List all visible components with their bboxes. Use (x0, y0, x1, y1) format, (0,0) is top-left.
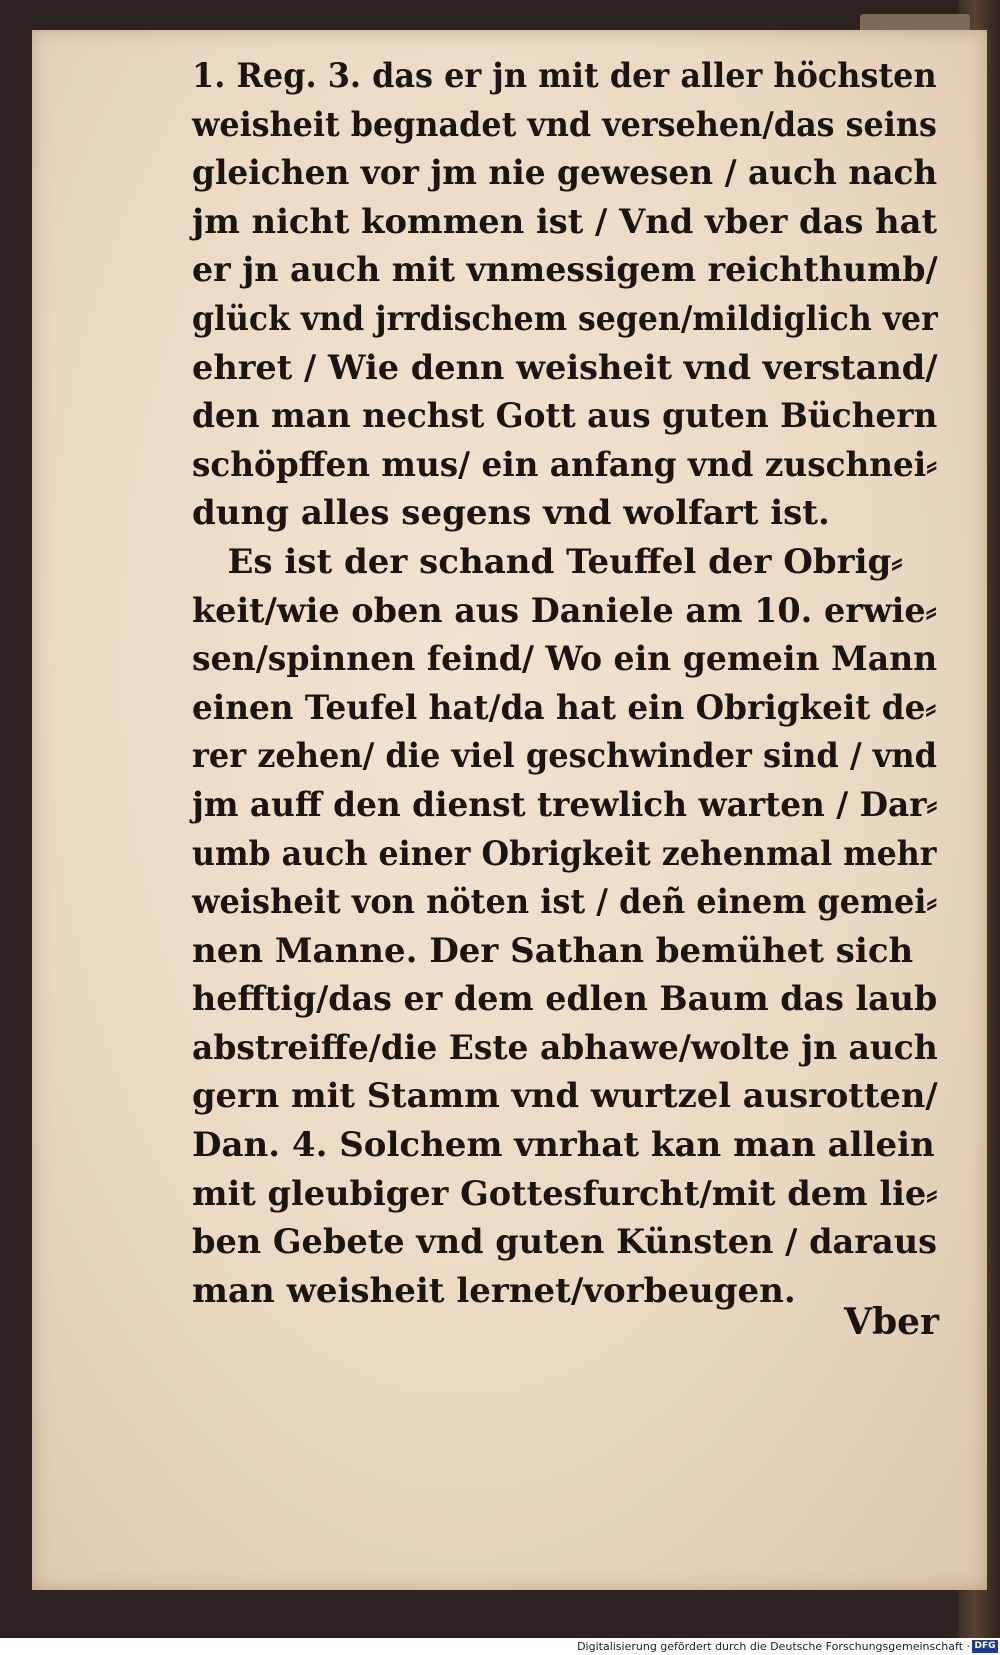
text-line: ehret / Wie denn weisheit vnd verstand/ (192, 347, 938, 388)
text-line: jm nicht kommen ist / Vnd vber das hat (192, 201, 938, 242)
text-line: weisheit begnadet vnd versehen/das seins (192, 104, 937, 145)
text-line: rer zehen/ die viel geschwinder sind / vnd (192, 736, 937, 777)
text-line: abstreiffe/die Este abhawe/wolte jn auch (192, 1027, 938, 1068)
text-line: glück vnd jrrdischem segen/mildiglich ver (192, 298, 938, 339)
text-line: einen Teufel hat/da hat ein Obrigkeit de⸗ (192, 687, 937, 728)
text-line: schöpffen mus/ ein anfang vnd zuschnei⸗ (192, 444, 938, 485)
dfg-logo: DFG (972, 1640, 998, 1653)
text-line: sen/spinnen feind/ Wo ein gemein Mann (192, 639, 938, 680)
catchword: Vber (844, 1301, 939, 1343)
text-line: keit/wie oben aus Daniele am 10. erwie⸗ (192, 590, 937, 631)
text-line: mit gleubiger Gottesfurcht/mit dem lie⸗ (192, 1173, 938, 1214)
digitization-credit: Digitalisierung gefördert durch die Deutsche Forschungsgemeinschaft · (577, 1640, 970, 1653)
text-line: ben Gebete vnd guten Künsten / daraus (192, 1222, 938, 1263)
page-text (192, 52, 937, 1315)
text-line: Dan. 4. Solchem vnrhat kan man allein (192, 1125, 935, 1166)
text-line: man weisheit lernet/vorbeugen. (192, 1270, 796, 1311)
text-line: Es ist der schand Teuffel der Obrig⸗ (192, 541, 903, 582)
text-line: umb auch einer Obrigkeit zehenmal mehr (192, 833, 937, 874)
text-line: gern mit Stamm vnd wurtzel ausrotten/ (192, 1076, 938, 1117)
text-line: den man nechst Gott aus guten Büchern (192, 396, 938, 437)
text-line: dung alles segens vnd wolfart ist. (192, 493, 830, 534)
text-line: weisheit von nöten ist / deñ einem gemei⸗ (192, 882, 938, 923)
text-line: nen Manne. Der Sathan bemühet sich (192, 930, 914, 971)
book-page (32, 30, 987, 1590)
text-line: 1. Reg. 3. das er jn mit der aller höchsten (192, 56, 937, 96)
text-line: gleichen vor jm nie gewesen / auch nach (192, 153, 938, 194)
text-line: jm auff den dienst trewlich warten / Dar⸗ (192, 784, 938, 825)
text-line: er jn auch mit vnmessigem reichthumb/ (192, 250, 938, 291)
text-line: hefftig/das er dem edlen Baum das laub (192, 979, 938, 1020)
